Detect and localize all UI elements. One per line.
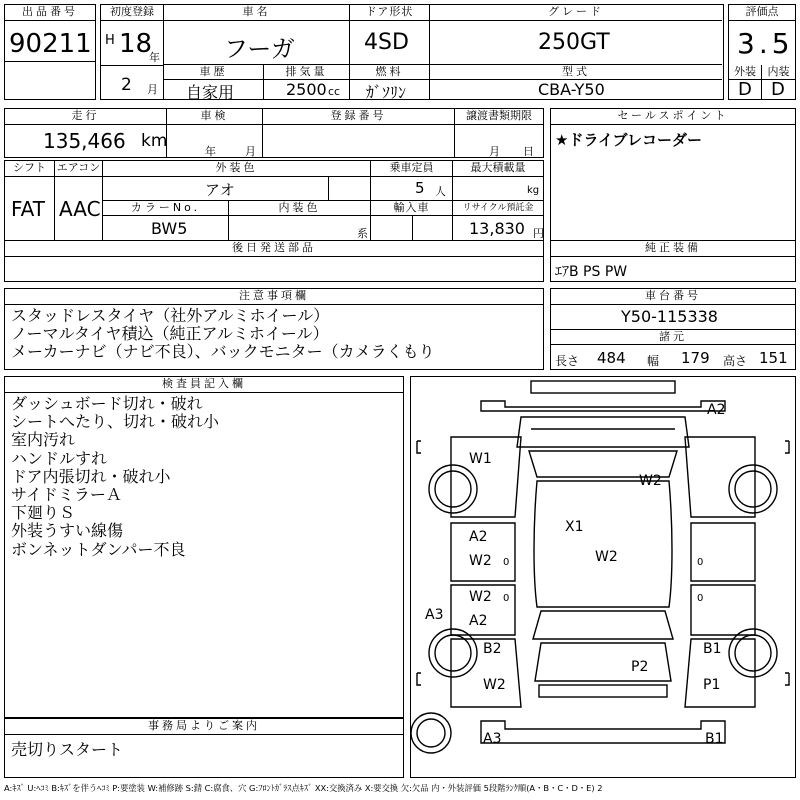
mark-w2-left2: W2	[469, 589, 492, 605]
displacement-unit: cc	[328, 85, 341, 98]
damage-marks	[425, 402, 725, 747]
interior-label: 内装	[762, 65, 795, 80]
notes-label: 注意事項欄	[5, 289, 543, 305]
mileage-row	[4, 108, 544, 158]
recycle-label: リサイクル預託金	[453, 201, 543, 216]
door-label: ドア形状	[350, 5, 430, 21]
year: 18	[119, 29, 153, 59]
wheel-rear-right	[729, 629, 777, 677]
import-label: 輸入車	[371, 201, 453, 216]
recycle-fee: 13,830	[469, 219, 525, 238]
sales-point: ★ドライブレコーダー	[555, 131, 702, 149]
displacement: 2500	[286, 80, 327, 99]
rear-bumper	[481, 721, 725, 743]
lot-box	[4, 4, 96, 100]
month-unit: 月	[147, 83, 158, 96]
inspector-line: ボンネットダンパー不良	[11, 539, 186, 559]
note-line: スタッドレスタイヤ（社外アルミホイール）	[11, 306, 330, 325]
grade-label: グレード	[430, 5, 722, 21]
registration-label: 登録番号	[263, 109, 455, 125]
spec-row	[4, 160, 544, 242]
trunk	[535, 643, 671, 681]
capacity-label: 乗車定員	[371, 161, 453, 177]
interior-color-unit: 系	[357, 227, 368, 240]
inspector-line: 室内汚れ	[11, 430, 76, 450]
mark-a3-left: A3	[425, 607, 444, 623]
recycle-unit: 円	[533, 227, 544, 240]
mark-w2-left1: W2	[469, 553, 492, 569]
color: アオ	[205, 181, 235, 199]
interior-color-label: 内装色	[229, 201, 371, 216]
wheel-rear-left	[429, 629, 477, 677]
load-unit: kg	[527, 185, 540, 196]
color-label: 外装色	[103, 161, 371, 177]
height: 151	[759, 349, 788, 367]
score: 3.5	[737, 27, 794, 60]
mark-w2-left3: W2	[483, 677, 506, 693]
inspector-line: ドア内張切れ・破れ小	[11, 466, 171, 486]
width-label: 幅	[647, 354, 660, 368]
left-mirror	[417, 441, 421, 453]
legend: A:ｷｽﾞ U:ﾍｺﾐ B:ｷｽﾞを伴うﾍｺﾐ P:要塗装 W:補修跡 S:錆 C:腐食、穴 G:ﾌﾛﾝﾄｶﾞﾗｽ点ｷｽﾞ XX:交換済み X:要交換 欠:欠品 内・外装評価 5段階ﾗﾝｸ順(A・B・C・D・E) 2	[4, 783, 603, 793]
vehicle-box	[164, 4, 724, 100]
ac-label: エアコン	[55, 161, 103, 177]
front-bumper	[481, 401, 725, 411]
chassis-label: 車台番号	[551, 289, 795, 305]
sales-label: セールスポイント	[551, 109, 795, 125]
mark-b2-left: B2	[483, 641, 502, 657]
mark-p1-right: P1	[703, 677, 721, 693]
history: 自家用	[186, 83, 235, 102]
dims-label: 諸元	[551, 329, 795, 345]
car-name-label: 車名	[164, 5, 350, 21]
mark-b1-bottom: B1	[705, 731, 724, 747]
inspector-line: サイドミラーＡ	[11, 485, 122, 505]
note-line: メーカーナビ（ナビ不良）、バックモニター（カメラくもり	[11, 342, 435, 362]
wheel-front-right	[729, 465, 777, 513]
mark-a2-top: A2	[707, 402, 726, 418]
inspection-year-unit: 年	[205, 145, 216, 158]
era: H	[105, 33, 115, 48]
interior-grade: D	[771, 79, 785, 100]
mark-small-0d: 0	[697, 593, 704, 604]
inspector-line: シートへたり、切れ・破れ小	[11, 412, 220, 432]
fuel: ｶﾞｿﾘﾝ	[366, 83, 407, 102]
car-name: フーガ	[224, 35, 295, 63]
car-diagram-box	[410, 376, 796, 778]
chassis-box	[550, 288, 796, 370]
month: 2	[121, 75, 132, 95]
chassis-number: Y50-115338	[621, 307, 718, 326]
right-front-door	[691, 523, 755, 581]
inspector-label: 検査員記入欄	[5, 377, 403, 393]
roof	[534, 481, 672, 607]
transfer-month-unit: 月	[489, 145, 500, 158]
mark-p2: P2	[631, 659, 649, 675]
rear-window	[533, 611, 673, 639]
inspector-box	[4, 376, 404, 718]
exterior-label: 外装	[729, 65, 762, 80]
capacity-unit: 人	[435, 185, 446, 198]
right-mirror	[785, 441, 789, 453]
transfer-label: 譲渡書類期限	[455, 109, 543, 125]
history-label: 車歴	[164, 65, 264, 80]
mark-w2-center: W2	[595, 549, 618, 565]
mark-a3-bottom: A3	[483, 731, 502, 747]
later-parts-box	[4, 240, 544, 282]
mark-b1-right: B1	[703, 641, 722, 657]
first-reg-box	[100, 4, 164, 100]
note-line: ノーマルタイヤ積込（純正アルミホイール）	[11, 324, 329, 344]
length-label: 長さ	[555, 354, 580, 368]
office-box	[4, 718, 404, 778]
height-label: 高さ	[723, 354, 748, 368]
inspector-line: 下廻りＳ	[11, 503, 76, 523]
inspection-month-unit: 月	[245, 145, 256, 158]
hood	[517, 417, 689, 447]
transfer-day-unit: 日	[523, 145, 534, 158]
capacity: 5	[415, 179, 425, 197]
mark-small-0c: 0	[697, 557, 704, 568]
width: 179	[681, 349, 710, 367]
year-unit: 年	[149, 51, 160, 64]
door-type: 4SD	[364, 30, 409, 55]
front-bumper-top	[531, 381, 675, 393]
length: 484	[597, 349, 626, 367]
first-reg-label: 初度登録	[101, 5, 163, 21]
mark-x1: X1	[565, 519, 584, 535]
score-box	[728, 4, 796, 100]
load-label: 最大積載量	[453, 161, 543, 177]
model: CBA-Y50	[538, 80, 605, 99]
inspector-line: ハンドルすれ	[11, 448, 108, 468]
equipment: ｴｱB PS PW	[555, 264, 628, 280]
inspection-label: 車検	[167, 109, 263, 125]
model-label: 型式	[430, 65, 722, 80]
rear-panel	[539, 685, 667, 697]
mark-w2-roof: W2	[639, 473, 662, 489]
wheel-front-left	[429, 465, 477, 513]
mark-w1: W1	[469, 451, 492, 467]
lot-number: 90211	[9, 29, 92, 59]
shift-label: シフト	[5, 161, 55, 177]
inspector-line: 外装うすい線傷	[11, 521, 124, 541]
later-parts-label: 後日発送部品	[5, 241, 543, 257]
mark-a2-left: A2	[469, 529, 488, 545]
grade: 250GT	[538, 30, 610, 55]
color-no: BW5	[151, 219, 188, 238]
colorno-label: カラーNo.	[103, 201, 229, 216]
score-label: 評価点	[729, 5, 795, 21]
sales-point-box	[550, 108, 796, 242]
mark-a2-left2: A2	[469, 613, 488, 629]
notes-box	[4, 288, 544, 370]
office-message: 売切りスタート	[11, 740, 124, 759]
ac: AAC	[59, 197, 101, 221]
mileage-unit: km	[141, 131, 168, 151]
car-diagram	[411, 377, 795, 777]
displacement-label: 排気量	[264, 65, 350, 80]
lot-label: 出品番号	[5, 5, 95, 21]
office-label: 事務局よりご案内	[5, 719, 403, 735]
mark-small-0a: 0	[503, 557, 510, 568]
fuel-label: 燃料	[350, 65, 430, 80]
equipment-box	[550, 240, 796, 282]
mark-small-0b: 0	[503, 593, 510, 604]
shift: FAT	[11, 197, 46, 221]
mileage-label: 走行	[5, 109, 167, 125]
inspector-line: ダッシュボード切れ・破れ	[11, 394, 203, 413]
equipment-label: 純正装備	[551, 241, 795, 257]
mileage: 135,466	[43, 129, 126, 153]
exterior-grade: D	[738, 79, 752, 100]
